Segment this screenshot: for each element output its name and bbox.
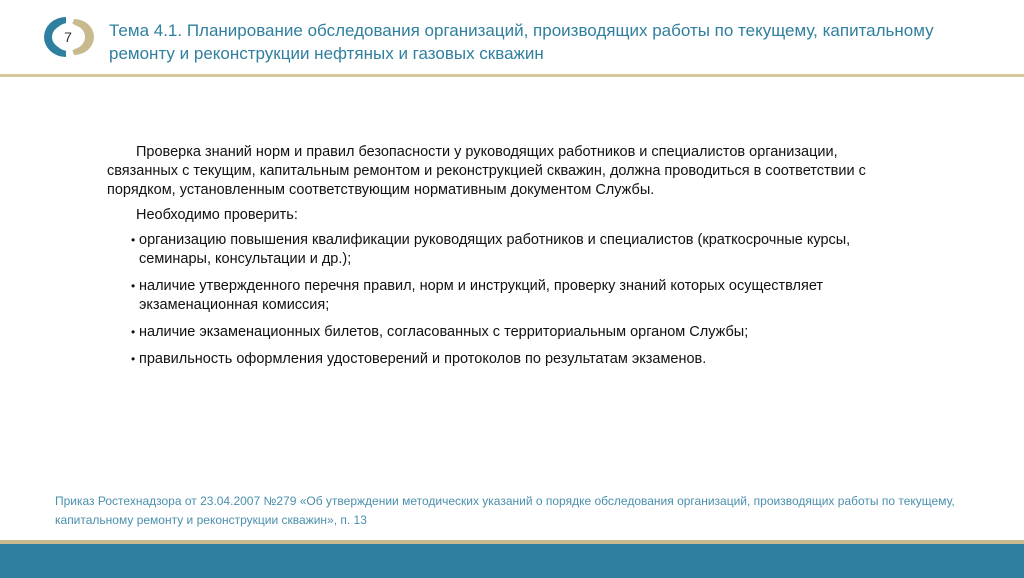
source-footnote: Приказ Ростехнадзора от 23.04.2007 №279 «Об утверждении методических указаний о порядке обследования организаций, производящих работы по текущему, капитальному ремонту и реконструкции скважин», п. 13 bbox=[55, 494, 955, 527]
slide-body bbox=[107, 143, 867, 369]
list-item-text: наличие утвержденного перечня правил, норм и инструкций, проверку знаний которых осуществляет экзаменационная комиссия; bbox=[139, 278, 824, 313]
slide-header bbox=[0, 0, 1024, 76]
intro-paragraph: Проверка знаний норм и правил безопасности у руководящих работников и специалистов организации, связанных с текущим, капитальным ремонтом и реконструкцией скважин, должна проводиться в соответствии с порядком, установленным соответствующим нормативным документом Службы. bbox=[107, 144, 866, 198]
checklist bbox=[107, 231, 867, 369]
slide-number: 7 bbox=[64, 29, 72, 45]
bullet-icon: • bbox=[131, 279, 136, 293]
list-item bbox=[107, 350, 867, 369]
list-item bbox=[107, 231, 867, 269]
list-item-text: правильность оформления удостоверений и протоколов по результатам экзаменов. bbox=[139, 351, 707, 367]
list-item-text: организацию повышения квалификации руководящих работников и специалистов (краткосрочные курсы, семинары, консультации и др.); bbox=[139, 232, 851, 267]
bullet-icon: • bbox=[131, 325, 136, 339]
header-divider bbox=[0, 74, 1024, 77]
footer-bar bbox=[0, 540, 1024, 578]
slide-title: Тема 4.1. Планирование обследования организаций, производящих работы по текущему, капитальному ремонту и реконструкции нефтяных и газовых скважин bbox=[109, 21, 934, 63]
bullet-icon: • bbox=[131, 352, 136, 366]
list-item bbox=[107, 323, 867, 342]
list-item-text: наличие экзаменационных билетов, согласованных с территориальным органом Службы; bbox=[139, 324, 749, 340]
list-item bbox=[107, 277, 867, 315]
checklist-lead: Необходимо проверить: bbox=[136, 207, 298, 223]
bullet-icon: • bbox=[131, 233, 136, 247]
